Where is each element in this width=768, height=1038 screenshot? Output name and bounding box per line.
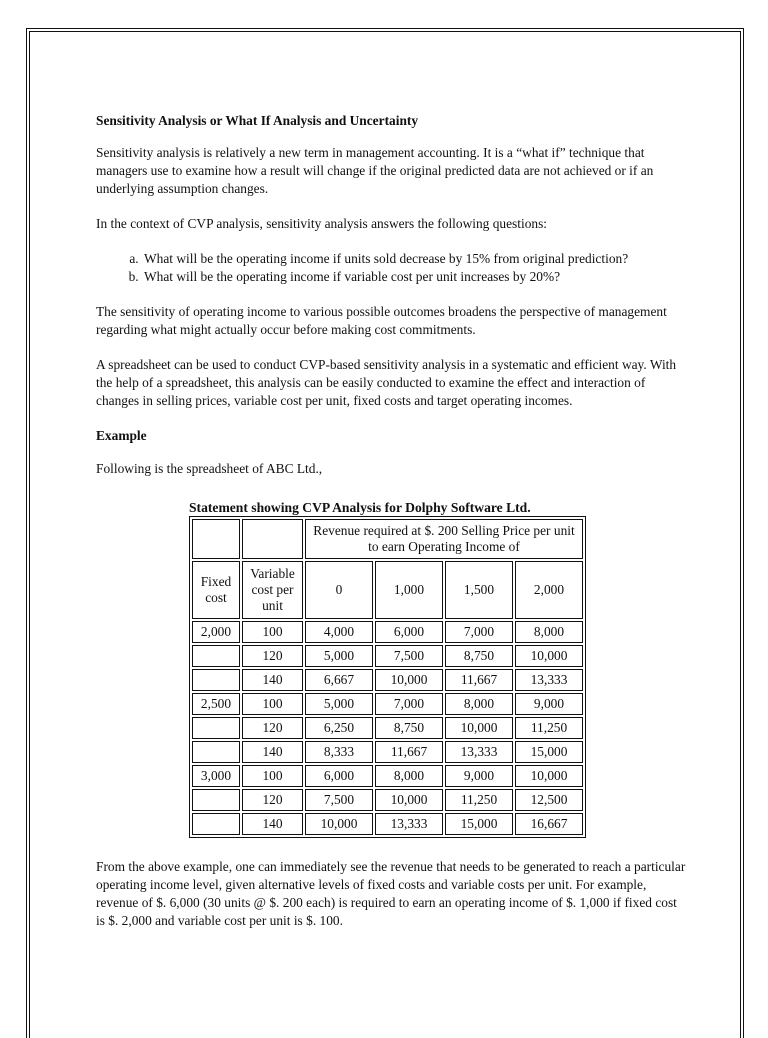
table-row <box>192 717 583 739</box>
revenue-cell: 13,333 <box>515 669 583 691</box>
revenue-cell: 10,000 <box>305 813 373 835</box>
table-row <box>192 789 583 811</box>
fixed-cost-header: Fixed cost <box>192 561 240 619</box>
fixed-cost-cell <box>192 669 240 691</box>
revenue-cell: 8,000 <box>515 621 583 643</box>
fixed-cost-cell <box>192 813 240 835</box>
table-row <box>192 765 583 787</box>
income-level-header: 0 <box>305 561 373 619</box>
revenue-cell: 11,250 <box>445 789 513 811</box>
question-item-a: a. What will be the operating income if units sold decrease by 15% from original prediction? <box>142 250 686 268</box>
paragraph-context: In the context of CVP analysis, sensitivity analysis answers the following questions: <box>96 216 548 231</box>
variable-cost-cell: 100 <box>242 621 303 643</box>
table-row <box>192 813 583 835</box>
revenue-cell: 9,000 <box>515 693 583 715</box>
revenue-cell: 13,333 <box>445 741 513 763</box>
table-row <box>192 645 583 667</box>
variable-cost-cell: 140 <box>242 741 303 763</box>
fixed-cost-cell: 3,000 <box>192 765 240 787</box>
revenue-cell: 11,667 <box>375 741 443 763</box>
fixed-cost-cell <box>192 741 240 763</box>
fixed-cost-cell <box>192 645 240 667</box>
table-row <box>192 621 583 643</box>
table-row <box>192 693 583 715</box>
paragraph-intro: Sensitivity analysis is relatively a new term in management accounting. It is a “what if” technique that managers use to examine how a result will change if the original predicted data are not achieved or if an underlying assumption changes. <box>96 145 654 196</box>
variable-cost-cell: 120 <box>242 717 303 739</box>
variable-cost-cell: 120 <box>242 645 303 667</box>
revenue-cell: 10,000 <box>375 789 443 811</box>
revenue-cell: 15,000 <box>515 741 583 763</box>
paragraph-conclusion: From the above example, one can immediately see the revenue that needs to be generated to reach a particular operating income level, given alternative levels of fixed costs and variable costs per unit. For example, revenue of $. 6,000 (30 units @ $. 200 each) is required to earn an operating income of $. 1,000 if fixed cost is $. 2,000 and variable cost per unit is $. 100. <box>96 859 686 928</box>
revenue-cell: 7,500 <box>305 789 373 811</box>
variable-cost-cell: 140 <box>242 669 303 691</box>
paragraph-sensitivity: The sensitivity of operating income to various possible outcomes broadens the perspective of management regarding what might actually occur before making cost commitments. <box>96 304 667 337</box>
income-level-header: 1,000 <box>375 561 443 619</box>
question-item-b: b. What will be the operating income if variable cost per unit increases by 20%? <box>142 268 686 286</box>
revenue-cell: 8,000 <box>375 765 443 787</box>
revenue-cell: 16,667 <box>515 813 583 835</box>
revenue-cell: 4,000 <box>305 621 373 643</box>
revenue-cell: 10,000 <box>445 717 513 739</box>
revenue-cell: 7,000 <box>445 621 513 643</box>
revenue-cell: 7,000 <box>375 693 443 715</box>
revenue-cell: 8,333 <box>305 741 373 763</box>
variable-cost-cell: 100 <box>242 693 303 715</box>
paragraph-following: Following is the spreadsheet of ABC Ltd., <box>96 461 323 476</box>
cvp-table <box>189 516 586 838</box>
table-header-row <box>192 519 583 559</box>
revenue-cell: 12,500 <box>515 789 583 811</box>
revenue-cell: 11,250 <box>515 717 583 739</box>
table-caption: Statement showing CVP Analysis for Dolphy Software Ltd. <box>189 500 531 515</box>
revenue-cell: 6,000 <box>305 765 373 787</box>
revenue-cell: 5,000 <box>305 693 373 715</box>
paragraph-spreadsheet: A spreadsheet can be used to conduct CVP-based sensitivity analysis in a systematic and efficient way. With the help of a spreadsheet, this analysis can be easily conducted to examine the effect and interaction of changes in selling prices, variable cost per unit, fixed costs and target operating incomes. <box>96 357 677 408</box>
questions-list <box>96 250 686 286</box>
table-header-blank-cell <box>242 519 303 559</box>
revenue-cell: 6,667 <box>305 669 373 691</box>
revenue-cell: 8,750 <box>375 717 443 739</box>
variable-cost-cell: 100 <box>242 765 303 787</box>
table-header-row <box>192 561 583 619</box>
variable-cost-cell: 140 <box>242 813 303 835</box>
income-level-header: 1,500 <box>445 561 513 619</box>
document-body <box>96 112 686 947</box>
revenue-cell: 8,000 <box>445 693 513 715</box>
fixed-cost-cell <box>192 717 240 739</box>
table-header-blank-cell <box>192 519 240 559</box>
revenue-cell: 7,500 <box>375 645 443 667</box>
example-heading: Example <box>96 428 147 443</box>
revenue-cell: 11,667 <box>445 669 513 691</box>
revenue-cell: 10,000 <box>515 765 583 787</box>
revenue-span-header: Revenue required at $. 200 Selling Price per unit to earn Operating Income of <box>305 519 583 559</box>
table-row <box>192 669 583 691</box>
revenue-cell: 6,250 <box>305 717 373 739</box>
variable-cost-cell: 120 <box>242 789 303 811</box>
revenue-cell: 10,000 <box>515 645 583 667</box>
revenue-cell: 6,000 <box>375 621 443 643</box>
fixed-cost-cell: 2,000 <box>192 621 240 643</box>
table-row <box>192 741 583 763</box>
revenue-cell: 13,333 <box>375 813 443 835</box>
income-level-header: 2,000 <box>515 561 583 619</box>
fixed-cost-cell <box>192 789 240 811</box>
revenue-cell: 5,000 <box>305 645 373 667</box>
revenue-cell: 9,000 <box>445 765 513 787</box>
variable-cost-header: Variable cost per unit <box>242 561 303 619</box>
fixed-cost-cell: 2,500 <box>192 693 240 715</box>
revenue-cell: 8,750 <box>445 645 513 667</box>
document-title: Sensitivity Analysis or What If Analysis and Uncertainty <box>96 113 419 128</box>
revenue-cell: 15,000 <box>445 813 513 835</box>
revenue-cell: 10,000 <box>375 669 443 691</box>
